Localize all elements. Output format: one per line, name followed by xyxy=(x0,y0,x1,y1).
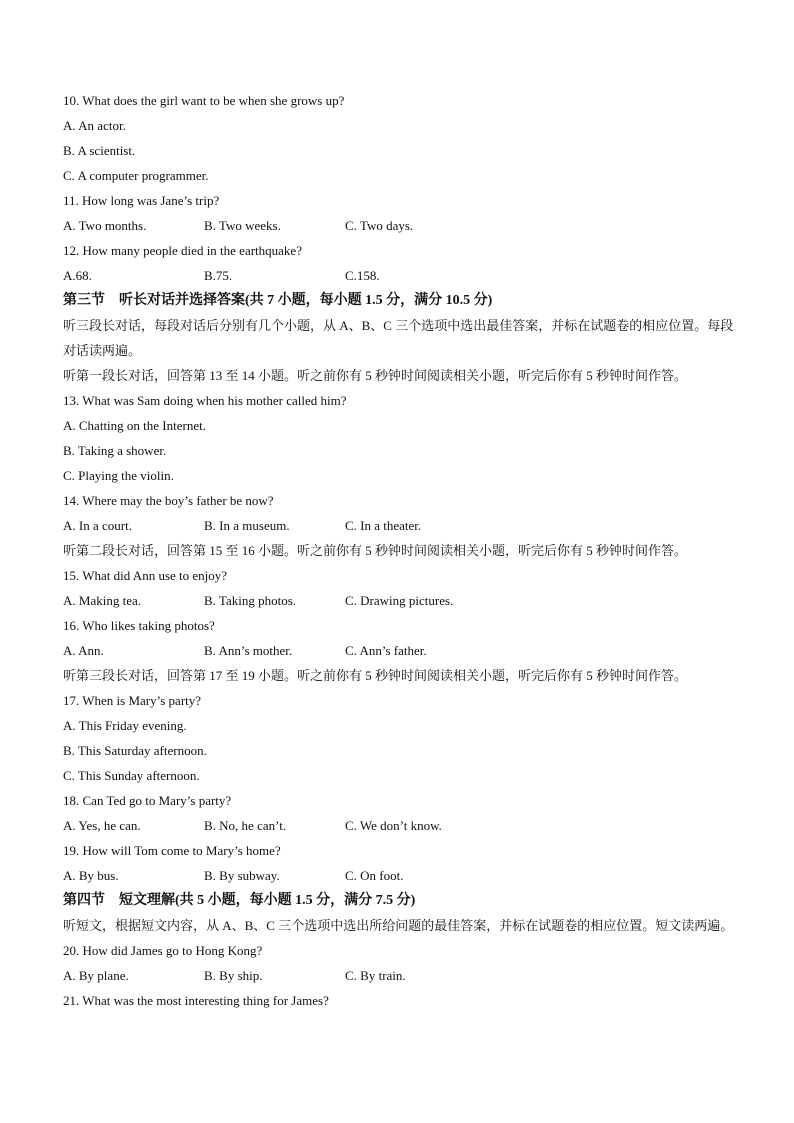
question-20-option-a: A. By plane. xyxy=(63,968,129,983)
question-14-stem: 14. Where may the boy’s father be now? xyxy=(63,493,274,508)
question-19-option-b: B. By subway. xyxy=(204,868,280,883)
question-20-option-b: B. By ship. xyxy=(204,968,263,983)
question-16-option-c: C. Ann’s father. xyxy=(345,643,427,658)
question-12-option-c: C.158. xyxy=(345,268,380,283)
question-11-option-c: C. Two days. xyxy=(345,218,414,233)
question-20-option-c: C. By train. xyxy=(345,968,406,983)
question-12-options xyxy=(63,263,743,288)
question-13-option-a: A. Chatting on the Internet. xyxy=(63,418,206,433)
question-18-option-a: A. Yes, he can. xyxy=(63,818,141,833)
question-21-stem: 21. What was the most interesting thing for James? xyxy=(63,993,329,1008)
question-11-option-b: B. Two weeks. xyxy=(204,218,281,233)
question-14-option-b: B. In a museum. xyxy=(204,518,290,533)
dialogue-1-instructions: 听第一段长对话，回答第 13 至 14 小题。听之前你有 5 秒钟时间阅读相关小题，听完后你有 5 秒钟时间作答。 xyxy=(63,368,688,383)
dialogue-2-instructions: 听第二段长对话，回答第 15 至 16 小题。听之前你有 5 秒钟时间阅读相关小题，听完后你有 5 秒钟时间作答。 xyxy=(63,543,688,558)
question-16-option-a: A. Ann. xyxy=(63,643,104,658)
section-4-instructions: 听短文，根据短文内容，从 A、B、C 三个选项中选出所给问题的最佳答案，并标在试题卷的相应位置。短文读两遍。 xyxy=(63,918,734,933)
section-3-title: 第三节 听长对话并选择答案(共 7 小题，每小题 1.5 分，满分 10.5 分) xyxy=(63,293,493,308)
question-17-option-c: C. This Sunday afternoon. xyxy=(63,768,200,783)
question-15-option-c: C. Drawing pictures. xyxy=(345,593,454,608)
exam-page xyxy=(63,88,743,1013)
question-12-stem: 12. How many people died in the earthquake? xyxy=(63,243,302,258)
question-18-stem: 18. Can Ted go to Mary’s party? xyxy=(63,793,232,808)
question-20-stem: 20. How did James go to Hong Kong? xyxy=(63,943,263,958)
section-4-title: 第四节 短文理解(共 5 小题，每小题 1.5 分，满分 7.5 分) xyxy=(63,893,416,908)
question-16-options xyxy=(63,638,743,663)
question-14-options xyxy=(63,513,743,538)
question-13-option-b: B. Taking a shower. xyxy=(63,443,167,458)
section-3-instructions: 听三段长对话，每段对话后分别有几个小题，从 A、B、C 三个选项中选出最佳答案，并标在试题卷的相应位置。每段对话读两遍。 xyxy=(63,318,734,358)
question-15-stem: 15. What did Ann use to enjoy? xyxy=(63,568,228,583)
question-10-option-c: C. A computer programmer. xyxy=(63,168,209,183)
question-17-option-a: A. This Friday evening. xyxy=(63,718,187,733)
question-17-stem: 17. When is Mary’s party? xyxy=(63,693,202,708)
question-16-stem: 16. Who likes taking photos? xyxy=(63,618,215,633)
question-11-stem: 11. How long was Jane’s trip? xyxy=(63,193,220,208)
question-10-option-a: A. An actor. xyxy=(63,118,126,133)
question-11-options xyxy=(63,213,743,238)
question-18-option-c: C. We don’t know. xyxy=(345,818,442,833)
question-18-option-b: B. No, he can’t. xyxy=(204,818,287,833)
question-13-stem: 13. What was Sam doing when his mother called him? xyxy=(63,393,347,408)
question-14-option-a: A. In a court. xyxy=(63,518,132,533)
question-18-options xyxy=(63,813,743,838)
question-20-options xyxy=(63,963,743,988)
question-10-stem: 10. What does the girl want to be when she grows up? xyxy=(63,93,345,108)
dialogue-3-instructions: 听第三段长对话，回答第 17 至 19 小题。听之前你有 5 秒钟时间阅读相关小题，听完后你有 5 秒钟时间作答。 xyxy=(63,668,688,683)
question-10-option-b: B. A scientist. xyxy=(63,143,136,158)
question-11-option-a: A. Two months. xyxy=(63,218,147,233)
question-19-stem: 19. How will Tom come to Mary’s home? xyxy=(63,843,281,858)
question-16-option-b: B. Ann’s mother. xyxy=(204,643,293,658)
question-17-option-b: B. This Saturday afternoon. xyxy=(63,743,207,758)
question-12-option-a: A.68. xyxy=(63,268,92,283)
question-19-option-a: A. By bus. xyxy=(63,868,119,883)
question-15-option-a: A. Making tea. xyxy=(63,593,141,608)
question-14-option-c: C. In a theater. xyxy=(345,518,422,533)
question-13-option-c: C. Playing the violin. xyxy=(63,468,174,483)
question-12-option-b: B.75. xyxy=(204,268,233,283)
question-19-options xyxy=(63,863,743,888)
question-15-option-b: B. Taking photos. xyxy=(204,593,297,608)
question-19-option-c: C. On foot. xyxy=(345,868,404,883)
question-15-options xyxy=(63,588,743,613)
